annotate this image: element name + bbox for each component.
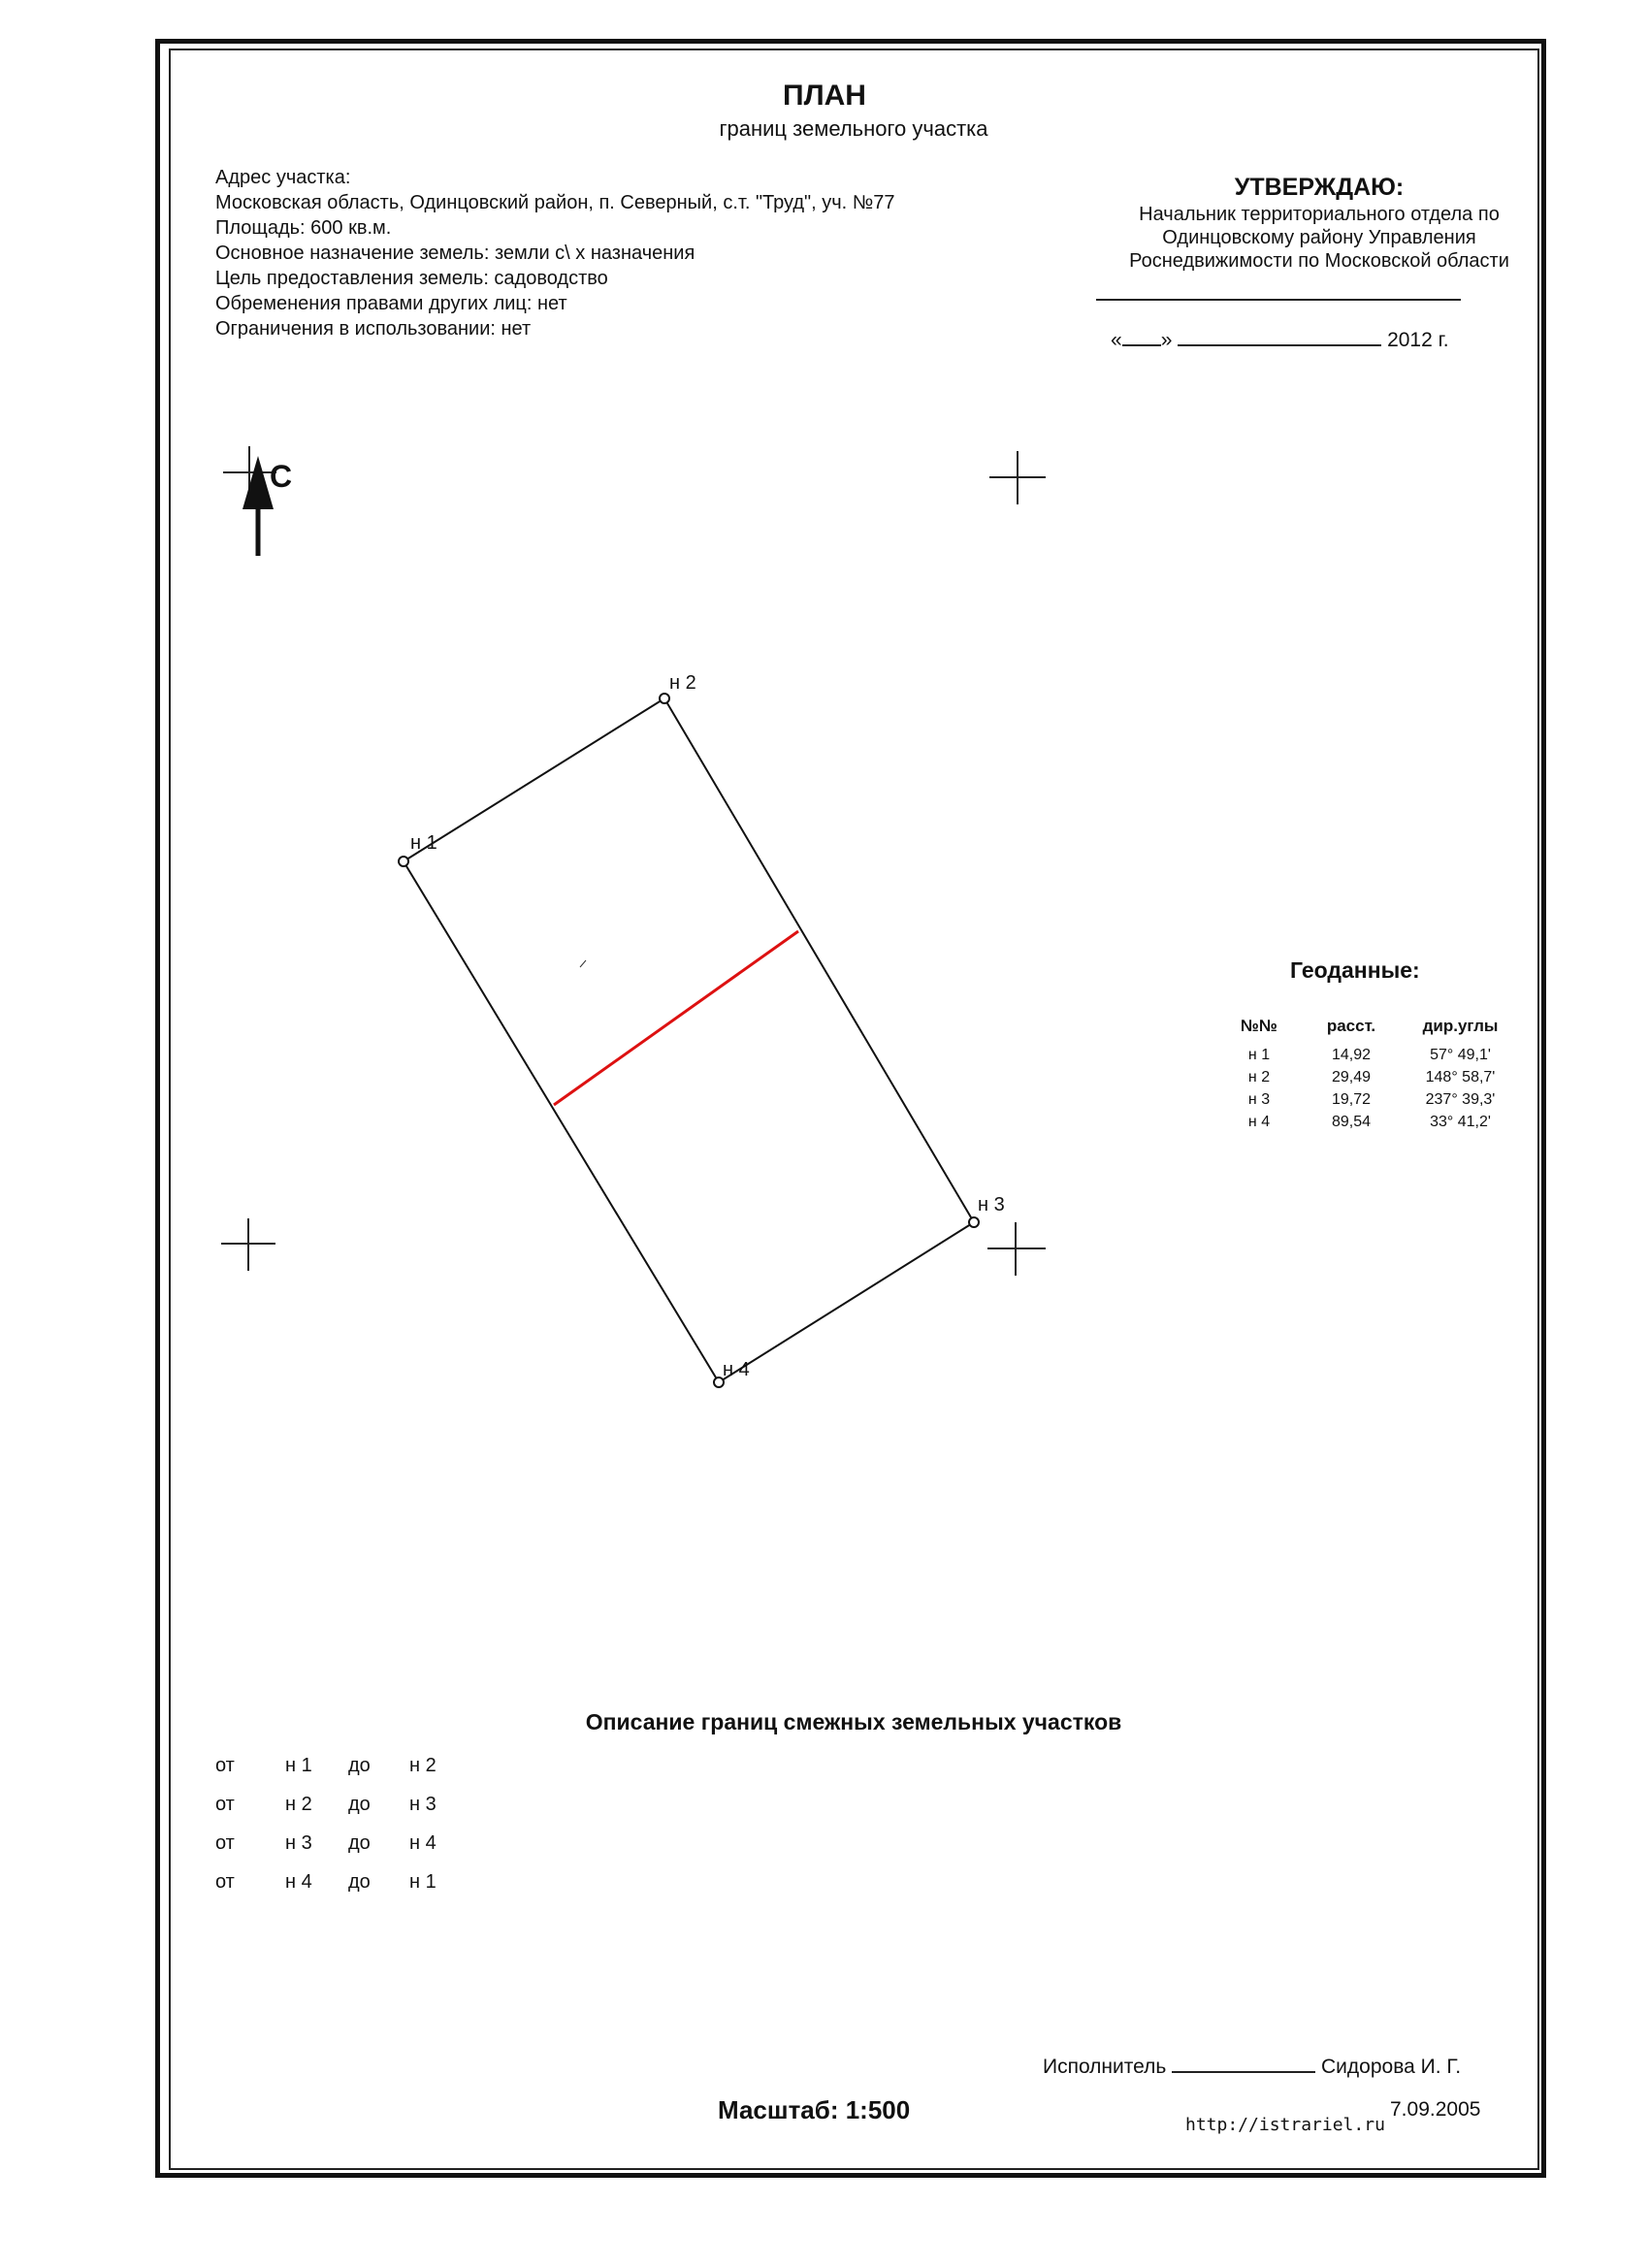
adjacent-point-a: н 4	[285, 1870, 312, 1893]
info-address-label: Адрес участка:	[215, 167, 351, 188]
parcel-boundary	[404, 698, 974, 1382]
geodata-col-angle: дир.углы	[1422, 1017, 1499, 1035]
vertex-label-n3: н 3	[978, 1194, 1005, 1215]
vertex-label-n1: н 1	[410, 832, 437, 854]
geodata-angle: 148° 58,7'	[1425, 1068, 1496, 1085]
geodata-col-distance: расст.	[1326, 1017, 1376, 1035]
adjacent-table	[215, 1746, 468, 1901]
table-row	[1220, 1044, 1516, 1066]
scale-label: Масштаб: 1:500	[718, 2095, 911, 2124]
table-row	[215, 1863, 468, 1901]
executor-label: Исполнитель	[1043, 2056, 1167, 2078]
adjacent-point-b: н 1	[409, 1870, 436, 1893]
vertex-label-n4: н 4	[723, 1359, 750, 1380]
vertex-label-n2: н 2	[669, 672, 696, 694]
table-row	[215, 1785, 468, 1824]
geodata-distance: 19,72	[1331, 1090, 1372, 1108]
table-row	[1220, 1088, 1516, 1111]
geodata-distance: 89,54	[1331, 1113, 1372, 1130]
geodata-col-number: №№	[1241, 1017, 1277, 1035]
date-quote-open: «	[1111, 329, 1122, 351]
approval-line-3: Роснедвижимости по Московской области	[1129, 250, 1509, 272]
approval-heading: УТВЕРЖДАЮ:	[1234, 174, 1405, 201]
adjacent-from: от	[215, 1793, 235, 1815]
adjacent-point-a: н 1	[285, 1754, 312, 1776]
date-quote-close: »	[1160, 329, 1173, 351]
table-row	[1220, 1111, 1516, 1133]
executor-signature-blank	[1172, 2054, 1315, 2073]
info-land-purpose: Основное назначение земель: земли с\ х назначения	[215, 243, 695, 264]
approval-line-1: Начальник территориального отдела по	[1139, 204, 1500, 225]
geodata-point: н 4	[1247, 1113, 1271, 1130]
geodata-table	[1220, 1009, 1516, 1133]
approval-line-2: Одинцовскому району Управления	[1162, 227, 1476, 248]
info-restrictions: Ограничения в использовании: нет	[215, 318, 532, 340]
vertex-n2	[660, 694, 669, 703]
info-encumbrances: Обременения правами других лиц: нет	[215, 293, 567, 314]
geodata-point: н 3	[1247, 1090, 1271, 1108]
geodata-angle: 33° 41,2'	[1430, 1113, 1491, 1130]
adjacent-from: от	[215, 1870, 235, 1893]
document-date: 7.09.2005	[1390, 2098, 1481, 2121]
adjacent-from: от	[215, 1831, 235, 1854]
internal-divider-line	[554, 931, 798, 1105]
adjacent-title: Описание границ смежных земельных участков	[585, 1709, 1122, 1734]
adjacent-point-a: н 3	[285, 1831, 312, 1854]
executor-name: Сидорова И. Г.	[1321, 2056, 1462, 2078]
geodata-point: н 2	[1247, 1068, 1271, 1085]
vertex-n3	[969, 1217, 979, 1227]
geodata-distance: 14,92	[1331, 1046, 1372, 1063]
geodata-title: Геоданные:	[1290, 957, 1420, 983]
geodata-header-row	[1220, 1009, 1516, 1044]
source-url: http://istrariel.ru	[1185, 2115, 1385, 2135]
adjacent-point-b: н 4	[409, 1831, 436, 1854]
north-label: С	[270, 459, 293, 494]
geodata-angle: 57° 49,1'	[1430, 1046, 1491, 1063]
adjacent-to: до	[348, 1870, 371, 1893]
vertex-n1	[399, 857, 408, 866]
document-subtitle: границ земельного участка	[719, 116, 988, 141]
adjacent-point-b: н 3	[409, 1793, 436, 1815]
info-area: Площадь: 600 кв.м.	[215, 217, 392, 239]
registration-crosses	[221, 446, 1046, 1276]
adjacent-to: до	[348, 1793, 371, 1815]
document-title: ПЛАН	[783, 80, 866, 112]
parcel-vertices	[399, 694, 979, 1387]
info-use-purpose: Цель предоставления земель: садоводство	[215, 268, 608, 289]
adjacent-from: от	[215, 1754, 235, 1776]
geodata-distance: 29,49	[1331, 1068, 1372, 1085]
info-address: Московская область, Одинцовский район, п. Северный, с.т. "Труд", уч. №77	[215, 192, 895, 213]
approval-year: 2012 г.	[1387, 329, 1449, 351]
geodata-angle: 237° 39,3'	[1425, 1090, 1496, 1108]
table-row	[1220, 1066, 1516, 1088]
table-row	[215, 1824, 468, 1863]
table-row	[215, 1746, 468, 1785]
executor-line	[1043, 2054, 1461, 2079]
stray-mark	[580, 960, 586, 967]
adjacent-to: до	[348, 1754, 371, 1776]
adjacent-point-b: н 2	[409, 1754, 436, 1776]
adjacent-point-a: н 2	[285, 1793, 312, 1815]
adjacent-to: до	[348, 1831, 371, 1854]
geodata-point: н 1	[1247, 1046, 1271, 1063]
